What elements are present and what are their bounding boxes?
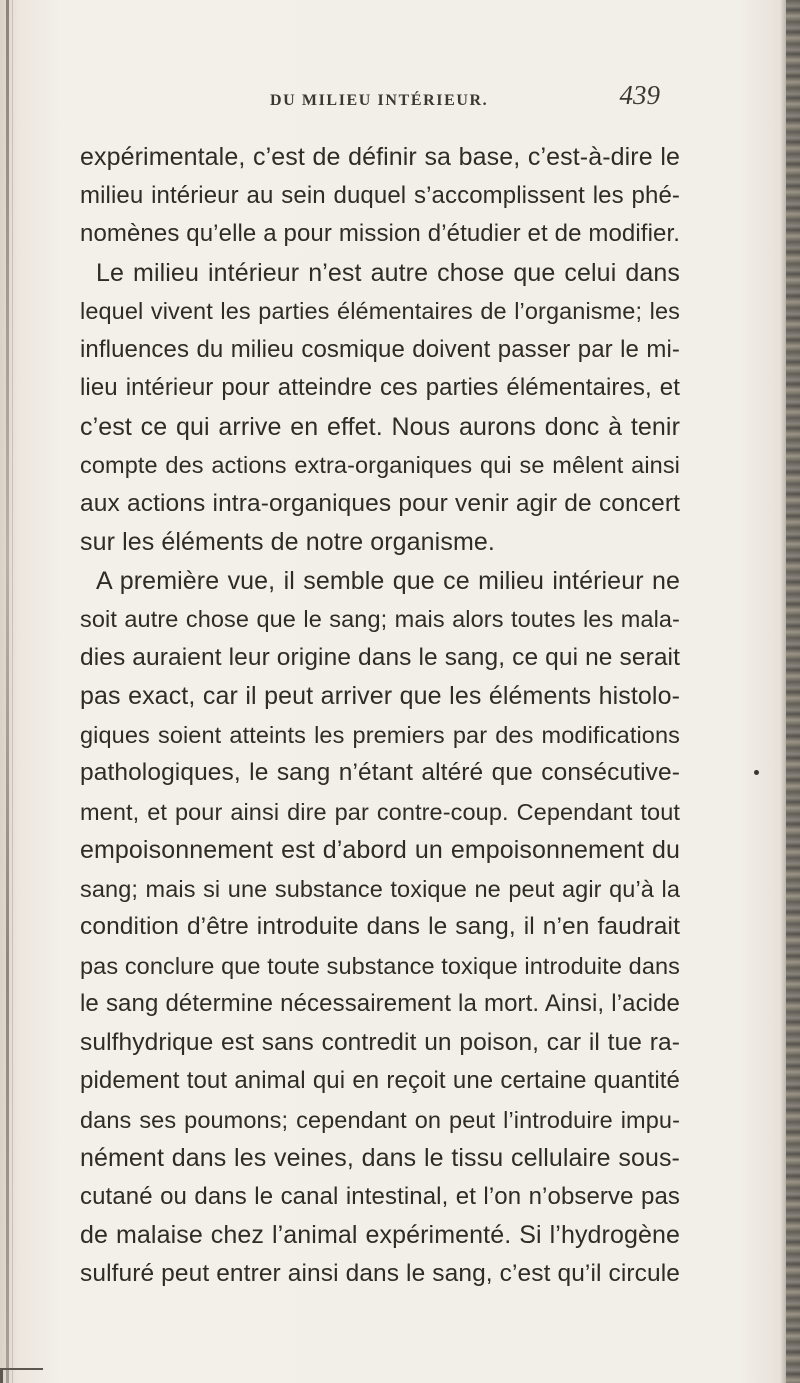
text-line: sang; mais si une substance toxique ne peut agir qu’à la bbox=[80, 875, 680, 902]
text-line: sulfuré peut entrer ainsi dans le sang, c’est qu’il circule bbox=[80, 1259, 680, 1287]
text-line: expérimentale, c’est de définir sa base, c’est-à-dire le bbox=[80, 143, 680, 171]
page-edge-shadow bbox=[780, 0, 786, 1383]
body-text bbox=[80, 138, 680, 1293]
text-line: lequel vivent les parties élémentaires de l’organisme; les bbox=[80, 298, 680, 324]
text-line: compte des actions extra-organiques qui se mêlent ainsi bbox=[80, 452, 680, 478]
text-line: milieu intérieur au sein duquel s’accomplissent les phé- bbox=[80, 181, 680, 209]
binding-shadow bbox=[12, 0, 13, 1383]
text-line: dans ses poumons; cependant on peut l’introduire impu- bbox=[80, 1106, 680, 1133]
text-line: de malaise chez l’animal expérimenté. Si l’hydrogène bbox=[80, 1221, 680, 1249]
text-line: pidement tout animal qui en reçoit une certaine quantité bbox=[80, 1067, 680, 1094]
text-line: sulfhydrique est sans contredit un poison, car il tue ra- bbox=[80, 1028, 680, 1056]
text-line: soit autre chose que le sang; mais alors toutes les mala- bbox=[80, 606, 680, 632]
text-line: A première vue, il semble que ce milieu intérieur ne bbox=[96, 566, 680, 595]
text-line: Le milieu intérieur n’est autre chose que celui dans bbox=[96, 258, 680, 287]
text-line: empoisonnement est d’abord un empoisonnement du bbox=[80, 836, 680, 864]
text-line: influences du milieu cosmique doivent passer par le mi- bbox=[80, 335, 680, 363]
ink-speck bbox=[754, 770, 759, 775]
text-line: lieu intérieur pour atteindre ces parties élémentaires, et bbox=[80, 374, 680, 401]
text-line: cutané ou dans le canal intestinal, et l’on n’observe pas bbox=[80, 1182, 680, 1210]
page-edge-right bbox=[786, 0, 800, 1383]
text-line: c’est ce qui arrive en effet. Nous aurons donc à tenir bbox=[80, 412, 680, 441]
text-line: pas exact, car il peut arriver que les éléments histolo- bbox=[80, 682, 680, 710]
text-line: pathologiques, le sang n’étant altéré que consécutive- bbox=[80, 759, 680, 786]
text-line: giques soient atteints les premiers par des modifications bbox=[80, 721, 680, 748]
text-line: pas conclure que toute substance toxique introduite dans bbox=[80, 952, 681, 979]
text-line: le sang détermine nécessairement la mort. Ainsi, l’acide bbox=[80, 990, 680, 1017]
running-head: DU MILIEU INTÉRIEUR. bbox=[270, 92, 489, 109]
text-line: nément dans les veines, dans le tissu cellulaire sous- bbox=[80, 1144, 680, 1172]
text-line: nomènes qu’elle a pour mission d’étudier et de modifier. bbox=[80, 220, 680, 247]
text-line: condition d’être introduite dans le sang, il n’en faudrait bbox=[80, 913, 680, 940]
binding-edge bbox=[6, 0, 9, 1383]
text-line: ment, et pour ainsi dire par contre-coup. Cependant tout bbox=[80, 798, 680, 825]
page-corner-mark bbox=[0, 1368, 43, 1383]
text-line: dies auraient leur origine dans le sang, ce qui ne serait bbox=[80, 643, 680, 671]
page-header bbox=[270, 80, 660, 120]
text-line: aux actions intra-organiques pour venir agir de concert bbox=[80, 489, 680, 517]
page-number: 439 bbox=[619, 80, 660, 110]
text-line: sur les éléments de notre organisme. bbox=[80, 528, 495, 556]
